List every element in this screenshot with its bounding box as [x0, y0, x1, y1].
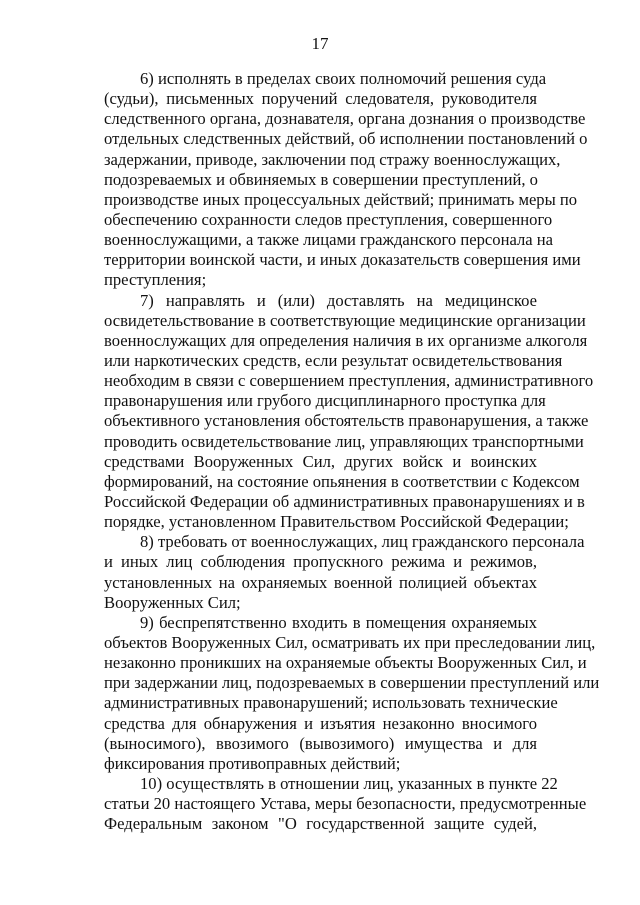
text-line: 9) беспрепятственно входить в помещения охраняемых: [140, 612, 537, 632]
paragraph: [104, 290, 594, 533]
paragraph: [104, 773, 587, 834]
document-body: [104, 69, 600, 834]
text-line: Российской Федерации об административных правонарушениях и в: [104, 491, 585, 511]
text-line: 7) направлять и (или) доставлять на медицинское: [140, 290, 537, 310]
text-line: военнослужащих для определения наличия в их организме алкоголя: [104, 330, 588, 350]
text-line: обеспечению сохранности следов преступления, совершенного: [104, 209, 553, 229]
text-line: незаконно проникших на охраняемые объекты Вооруженных Сил, и: [104, 653, 587, 673]
text-line: (судьи), письменных поручений следователя, руководителя: [104, 89, 537, 109]
text-line: объективного установления обстоятельств правонарушения, а также: [104, 411, 589, 431]
text-line: средствами Вооруженных Сил, других войск и воинских: [104, 451, 537, 471]
paragraph: [104, 69, 588, 291]
text-line: средства для обнаружения и изъятия незаконно вносимого: [104, 713, 537, 733]
text-line: порядке, установленном Правительством Российской Федерации;: [104, 512, 569, 532]
text-line: необходим в связи с совершением преступления, административного: [104, 371, 594, 391]
text-line: статьи 20 настоящего Устава, меры безопасности, предусмотренные: [104, 794, 587, 814]
text-line: Федеральным законом "О государственной защите судей,: [104, 814, 537, 834]
page-number: 17: [311, 34, 329, 53]
paragraph: [104, 612, 600, 774]
text-line: преступления;: [104, 270, 207, 290]
text-line: производстве иных процессуальных действий; принимать меры по: [104, 189, 578, 209]
text-line: установленных на охраняемых военной полицией объектах: [104, 572, 537, 592]
text-line: проводить освидетельствование лиц, управляющих транспортными: [104, 431, 584, 451]
text-line: территории воинской части, и иных доказательств совершения ими: [104, 250, 581, 270]
text-line: и иных лиц соблюдения пропускного режима и режимов,: [104, 552, 537, 572]
text-line: 8) требовать от военнослужащих, лиц гражданского персонала: [140, 532, 585, 552]
text-line: Вооруженных Сил;: [104, 592, 241, 612]
text-line: подозреваемых и обвиняемых в совершении преступлений, о: [104, 169, 538, 189]
text-line: административных правонарушений; использовать технические: [104, 693, 558, 713]
text-line: правонарушения или грубого дисциплинарного проступка для: [104, 391, 546, 411]
text-line: отдельных следственных действий, об исполнении постановлений о: [104, 129, 588, 149]
text-line: следственного органа, дознавателя, органа дознания о производстве: [104, 109, 586, 129]
text-line: объектов Вооруженных Сил, осматривать их при преследовании лиц,: [104, 632, 596, 652]
text-line: 10) осуществлять в отношении лиц, указанных в пункте 22: [140, 773, 558, 793]
text-line: или наркотических средств, если результат освидетельствования: [104, 350, 563, 370]
text-line: формирований, на состояние опьянения в соответствии с Кодексом: [104, 471, 580, 491]
text-line: фиксирования противоправных действий;: [104, 753, 401, 773]
paragraph: [104, 532, 585, 613]
text-line: при задержании лиц, подозреваемых в совершении преступлений или: [104, 673, 600, 693]
text-line: задержании, приводе, заключении под стражу военнослужащих,: [104, 149, 561, 169]
text-line: 6) исполнять в пределах своих полномочий решения суда: [140, 69, 547, 88]
text-line: освидетельствование в соответствующие медицинские организации: [104, 310, 586, 330]
text-line: (выносимого), ввозимого (вывозимого) имущества и для: [104, 733, 537, 753]
text-line: военнослужащими, а также лицами гражданского персонала на: [104, 230, 554, 250]
